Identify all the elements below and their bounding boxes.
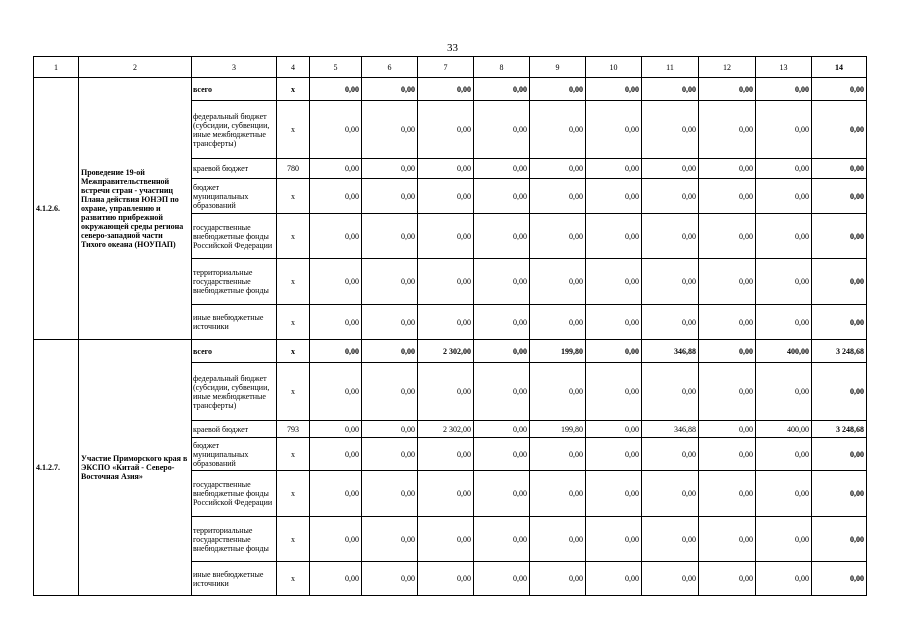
value-cell: 0,00 bbox=[756, 517, 812, 562]
header-cell: 8 bbox=[474, 57, 530, 78]
funding-source: краевой бюджет bbox=[192, 159, 277, 179]
value-cell: 0,00 bbox=[642, 562, 699, 596]
value-cell: 0,00 bbox=[756, 259, 812, 305]
value-cell: 0,00 bbox=[642, 179, 699, 214]
budget-code: x bbox=[277, 305, 310, 340]
value-cell: 0,00 bbox=[756, 214, 812, 259]
value-cell: 0,00 bbox=[474, 340, 530, 363]
funding-source: федеральный бюджет (субсидии, субвенции, иные межбюджетные трансферты) bbox=[192, 101, 277, 159]
header-cell: 14 bbox=[812, 57, 867, 78]
budget-code: x bbox=[277, 363, 310, 421]
budget-code: 793 bbox=[277, 421, 310, 438]
value-cell: 0,00 bbox=[310, 179, 362, 214]
item-name: Проведение 19-ой Межправительственной встречи стран - участниц Плана действия ЮНЭП по охране, управлению и развитию прибрежной окружающей среды региона северо-западной части Тихого океана (НОУПАП) bbox=[79, 78, 192, 340]
value-cell: 0,00 bbox=[756, 305, 812, 340]
value-cell: 0,00 bbox=[586, 214, 642, 259]
value-cell: 0,00 bbox=[474, 421, 530, 438]
value-cell: 0,00 bbox=[362, 421, 418, 438]
value-cell: 0,00 bbox=[586, 259, 642, 305]
value-cell: 0,00 bbox=[642, 363, 699, 421]
table-row bbox=[34, 340, 867, 363]
value-cell: 0,00 bbox=[362, 78, 418, 101]
value-cell: 0,00 bbox=[586, 517, 642, 562]
value-cell: 0,00 bbox=[474, 438, 530, 471]
value-cell: 199,80 bbox=[530, 421, 586, 438]
value-cell: 0,00 bbox=[699, 101, 756, 159]
funding-source: государственные внебюджетные фонды Российской Федерации bbox=[192, 214, 277, 259]
funding-source: территориальные государственные внебюджетные фонды bbox=[192, 259, 277, 305]
value-cell: 0,00 bbox=[699, 214, 756, 259]
value-cell: 0,00 bbox=[642, 517, 699, 562]
value-cell: 0,00 bbox=[474, 101, 530, 159]
funding-source: территориальные государственные внебюджетные фонды bbox=[192, 517, 277, 562]
value-cell: 0,00 bbox=[586, 562, 642, 596]
funding-source: всего bbox=[192, 78, 277, 101]
budget-code: x bbox=[277, 78, 310, 101]
value-cell: 0,00 bbox=[586, 421, 642, 438]
value-cell: 0,00 bbox=[418, 471, 474, 517]
value-cell: 0,00 bbox=[699, 438, 756, 471]
funding-source: бюджет муниципальных образований bbox=[192, 179, 277, 214]
value-cell: 0,00 bbox=[362, 471, 418, 517]
value-cell: 0,00 bbox=[756, 562, 812, 596]
value-cell: 0,00 bbox=[362, 562, 418, 596]
value-cell: 0,00 bbox=[418, 78, 474, 101]
value-cell: 0,00 bbox=[699, 259, 756, 305]
budget-code: x bbox=[277, 259, 310, 305]
value-cell: 0,00 bbox=[586, 179, 642, 214]
value-cell: 0,00 bbox=[362, 517, 418, 562]
value-cell: 0,00 bbox=[756, 363, 812, 421]
value-cell: 0,00 bbox=[699, 421, 756, 438]
item-name: Участие Приморского края в ЭКСПО «Китай - Северо-Восточная Азия» bbox=[79, 340, 192, 596]
value-cell: 0,00 bbox=[418, 363, 474, 421]
value-cell: 0,00 bbox=[530, 259, 586, 305]
value-cell: 0,00 bbox=[474, 517, 530, 562]
value-cell: 0,00 bbox=[474, 363, 530, 421]
value-cell: 0,00 bbox=[642, 471, 699, 517]
header-cell: 5 bbox=[310, 57, 362, 78]
value-cell: 0,00 bbox=[474, 78, 530, 101]
value-cell: 0,00 bbox=[362, 179, 418, 214]
header-row bbox=[34, 57, 867, 78]
header-cell: 11 bbox=[642, 57, 699, 78]
value-cell: 0,00 bbox=[699, 78, 756, 101]
value-cell: 0,00 bbox=[310, 517, 362, 562]
value-cell: 0,00 bbox=[418, 517, 474, 562]
value-cell: 0,00 bbox=[530, 438, 586, 471]
value-cell: 0,00 bbox=[812, 562, 867, 596]
value-cell: 0,00 bbox=[418, 179, 474, 214]
value-cell: 0,00 bbox=[418, 214, 474, 259]
budget-table bbox=[33, 56, 867, 596]
budget-code: x bbox=[277, 101, 310, 159]
value-cell: 0,00 bbox=[642, 159, 699, 179]
value-cell: 346,88 bbox=[642, 340, 699, 363]
value-cell: 0,00 bbox=[418, 101, 474, 159]
value-cell: 0,00 bbox=[310, 438, 362, 471]
value-cell: 0,00 bbox=[812, 363, 867, 421]
value-cell: 0,00 bbox=[586, 438, 642, 471]
value-cell: 199,80 bbox=[530, 340, 586, 363]
value-cell: 0,00 bbox=[310, 421, 362, 438]
budget-code: x bbox=[277, 214, 310, 259]
value-cell: 0,00 bbox=[530, 179, 586, 214]
item-code: 4.1.2.6. bbox=[34, 78, 79, 340]
value-cell: 0,00 bbox=[418, 438, 474, 471]
value-cell: 0,00 bbox=[310, 562, 362, 596]
value-cell: 0,00 bbox=[362, 259, 418, 305]
value-cell: 0,00 bbox=[586, 159, 642, 179]
value-cell: 0,00 bbox=[812, 179, 867, 214]
value-cell: 0,00 bbox=[812, 214, 867, 259]
value-cell: 0,00 bbox=[699, 363, 756, 421]
value-cell: 0,00 bbox=[530, 517, 586, 562]
value-cell: 0,00 bbox=[474, 214, 530, 259]
item-code: 4.1.2.7. bbox=[34, 340, 79, 596]
funding-source: государственные внебюджетные фонды Российской Федерации bbox=[192, 471, 277, 517]
value-cell: 0,00 bbox=[699, 562, 756, 596]
value-cell: 0,00 bbox=[586, 363, 642, 421]
value-cell: 0,00 bbox=[474, 562, 530, 596]
value-cell: 0,00 bbox=[530, 363, 586, 421]
value-cell: 0,00 bbox=[474, 259, 530, 305]
value-cell: 0,00 bbox=[642, 305, 699, 340]
value-cell: 0,00 bbox=[362, 305, 418, 340]
value-cell: 0,00 bbox=[418, 259, 474, 305]
value-cell: 0,00 bbox=[812, 259, 867, 305]
value-cell: 0,00 bbox=[530, 305, 586, 340]
value-cell: 0,00 bbox=[586, 78, 642, 101]
value-cell: 0,00 bbox=[812, 517, 867, 562]
value-cell: 0,00 bbox=[362, 363, 418, 421]
budget-code: x bbox=[277, 179, 310, 214]
value-cell: 0,00 bbox=[586, 305, 642, 340]
value-cell: 0,00 bbox=[474, 305, 530, 340]
budget-code: 780 bbox=[277, 159, 310, 179]
value-cell: 0,00 bbox=[586, 340, 642, 363]
value-cell: 0,00 bbox=[642, 214, 699, 259]
value-cell: 0,00 bbox=[530, 562, 586, 596]
funding-source: федеральный бюджет (субсидии, субвенции, иные межбюджетные трансферты) bbox=[192, 363, 277, 421]
value-cell: 0,00 bbox=[362, 340, 418, 363]
budget-code: x bbox=[277, 517, 310, 562]
budget-code: x bbox=[277, 438, 310, 471]
value-cell: 0,00 bbox=[310, 340, 362, 363]
value-cell: 0,00 bbox=[474, 159, 530, 179]
value-cell: 0,00 bbox=[310, 305, 362, 340]
value-cell: 0,00 bbox=[699, 179, 756, 214]
funding-source: иные внебюджетные источники bbox=[192, 305, 277, 340]
value-cell: 0,00 bbox=[699, 471, 756, 517]
header-cell: 4 bbox=[277, 57, 310, 78]
value-cell: 0,00 bbox=[530, 101, 586, 159]
table-row bbox=[34, 78, 867, 101]
value-cell: 0,00 bbox=[362, 101, 418, 159]
funding-source: всего bbox=[192, 340, 277, 363]
value-cell: 0,00 bbox=[310, 363, 362, 421]
value-cell: 2 302,00 bbox=[418, 421, 474, 438]
budget-code: x bbox=[277, 471, 310, 517]
value-cell: 0,00 bbox=[418, 562, 474, 596]
header-cell: 2 bbox=[79, 57, 192, 78]
value-cell: 0,00 bbox=[310, 471, 362, 517]
header-cell: 13 bbox=[756, 57, 812, 78]
budget-code: x bbox=[277, 340, 310, 363]
value-cell: 0,00 bbox=[530, 78, 586, 101]
value-cell: 0,00 bbox=[310, 78, 362, 101]
header-cell: 6 bbox=[362, 57, 418, 78]
value-cell: 0,00 bbox=[362, 214, 418, 259]
header-cell: 9 bbox=[530, 57, 586, 78]
value-cell: 0,00 bbox=[756, 159, 812, 179]
value-cell: 0,00 bbox=[812, 305, 867, 340]
value-cell: 0,00 bbox=[310, 159, 362, 179]
value-cell: 2 302,00 bbox=[418, 340, 474, 363]
value-cell: 0,00 bbox=[642, 438, 699, 471]
value-cell: 0,00 bbox=[474, 179, 530, 214]
value-cell: 0,00 bbox=[642, 259, 699, 305]
value-cell: 0,00 bbox=[699, 305, 756, 340]
value-cell: 0,00 bbox=[418, 305, 474, 340]
value-cell: 400,00 bbox=[756, 421, 812, 438]
header-cell: 12 bbox=[699, 57, 756, 78]
value-cell: 0,00 bbox=[756, 101, 812, 159]
funding-source: иные внебюджетные источники bbox=[192, 562, 277, 596]
value-cell: 3 248,68 bbox=[812, 421, 867, 438]
value-cell: 3 248,68 bbox=[812, 340, 867, 363]
value-cell: 0,00 bbox=[586, 101, 642, 159]
value-cell: 0,00 bbox=[642, 78, 699, 101]
budget-code: x bbox=[277, 562, 310, 596]
value-cell: 0,00 bbox=[418, 159, 474, 179]
value-cell: 0,00 bbox=[310, 214, 362, 259]
header-cell: 10 bbox=[586, 57, 642, 78]
header-cell: 3 bbox=[192, 57, 277, 78]
value-cell: 0,00 bbox=[756, 179, 812, 214]
header-cell: 7 bbox=[418, 57, 474, 78]
value-cell: 0,00 bbox=[699, 517, 756, 562]
value-cell: 0,00 bbox=[310, 101, 362, 159]
value-cell: 0,00 bbox=[812, 159, 867, 179]
funding-source: краевой бюджет bbox=[192, 421, 277, 438]
value-cell: 400,00 bbox=[756, 340, 812, 363]
value-cell: 0,00 bbox=[812, 471, 867, 517]
value-cell: 0,00 bbox=[756, 78, 812, 101]
value-cell: 0,00 bbox=[812, 78, 867, 101]
value-cell: 0,00 bbox=[812, 101, 867, 159]
value-cell: 0,00 bbox=[310, 259, 362, 305]
value-cell: 0,00 bbox=[699, 340, 756, 363]
value-cell: 0,00 bbox=[530, 471, 586, 517]
value-cell: 0,00 bbox=[642, 101, 699, 159]
value-cell: 0,00 bbox=[756, 471, 812, 517]
value-cell: 0,00 bbox=[362, 438, 418, 471]
page-number: 33 bbox=[447, 42, 458, 54]
value-cell: 0,00 bbox=[586, 471, 642, 517]
value-cell: 0,00 bbox=[699, 159, 756, 179]
value-cell: 346,88 bbox=[642, 421, 699, 438]
value-cell: 0,00 bbox=[362, 159, 418, 179]
value-cell: 0,00 bbox=[530, 159, 586, 179]
value-cell: 0,00 bbox=[812, 438, 867, 471]
value-cell: 0,00 bbox=[474, 471, 530, 517]
funding-source: бюджет муниципальных образований bbox=[192, 438, 277, 471]
value-cell: 0,00 bbox=[756, 438, 812, 471]
header-cell: 1 bbox=[34, 57, 79, 78]
value-cell: 0,00 bbox=[530, 214, 586, 259]
